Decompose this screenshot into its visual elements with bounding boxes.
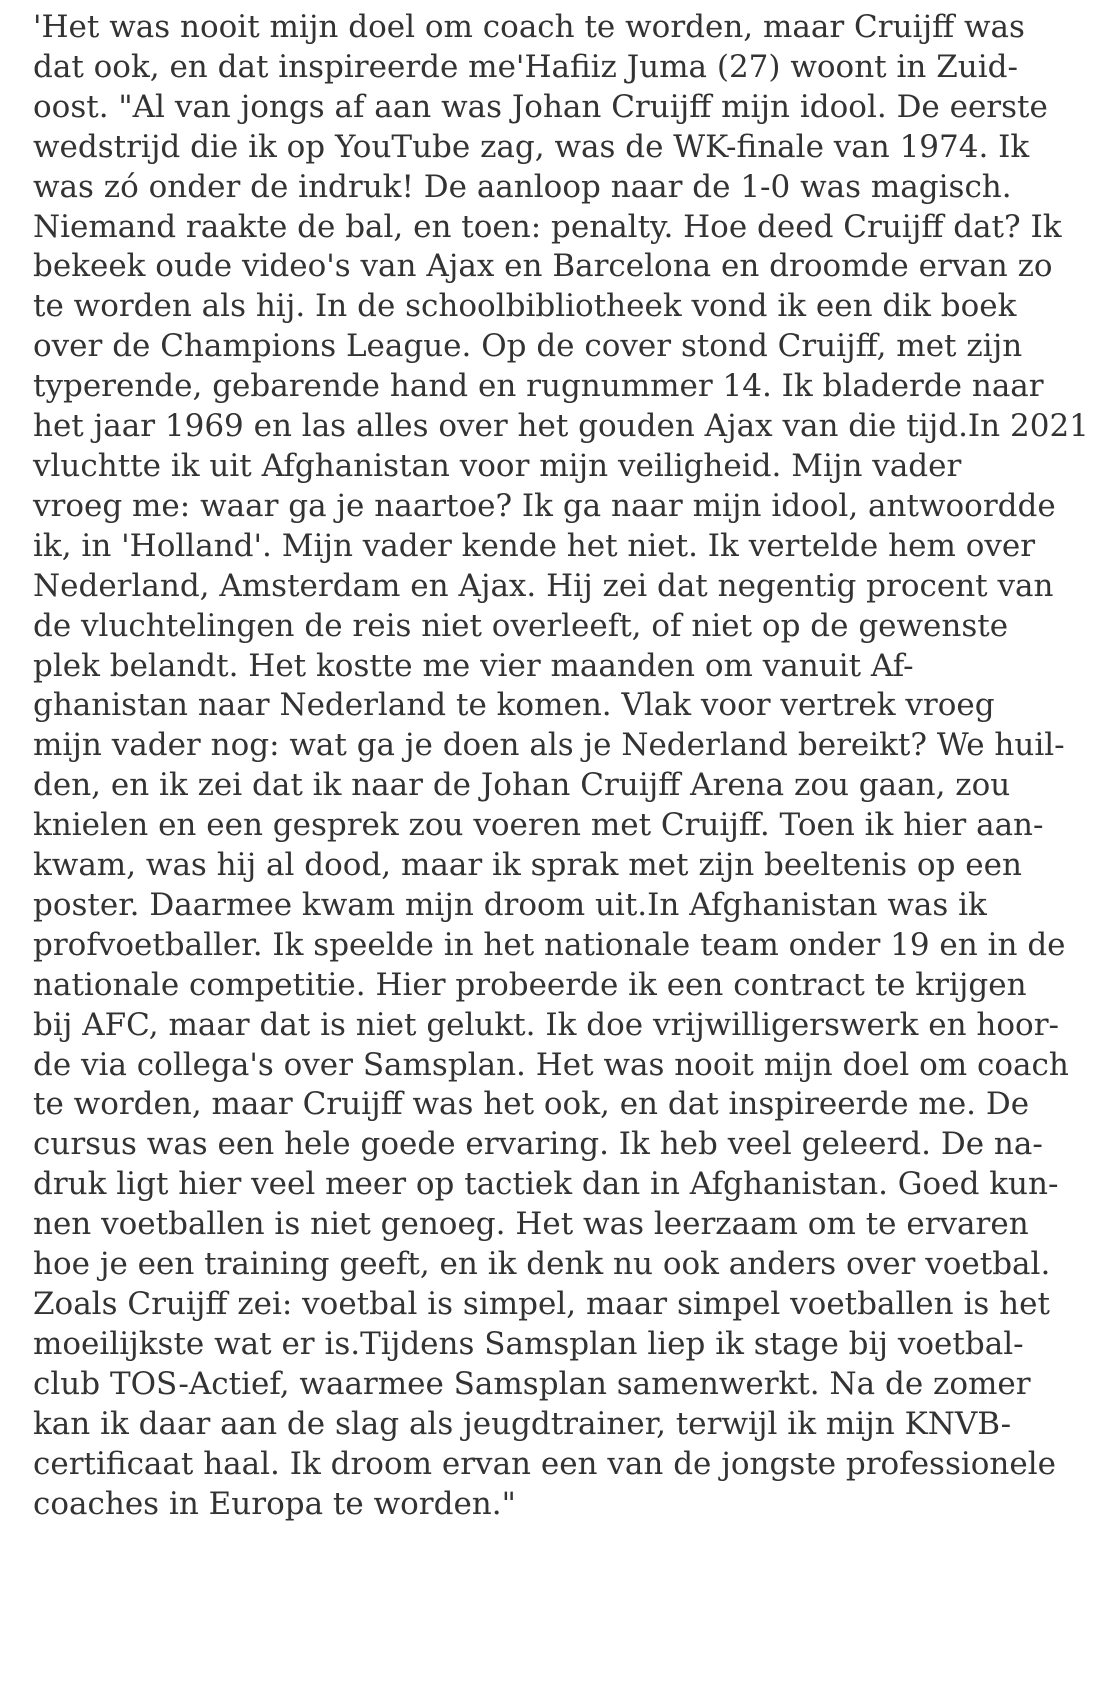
text-line: het jaar 1969 en las alles over het gouden Ajax van die tijd.In 2021: [33, 408, 1089, 445]
text-line: hoe je een training geeft, en ik denk nu ook anders over voetbal.: [33, 1246, 1051, 1283]
text-line: oost. "Al van jongs af aan was Johan Cruijff mijn idool. De eerste: [33, 88, 1048, 125]
text-line: 'Het was nooit mijn doel om coach te worden, maar Cruijff was: [33, 9, 1025, 45]
text-line: poster. Daarmee kwam mijn droom uit.In Afghanistan was ik: [33, 886, 987, 923]
text-line: nationale competitie. Hier probeerde ik een contract te krijgen: [33, 966, 1027, 1003]
text-line: te worden, maar Cruijff was het ook, en dat inspireerde me. De: [33, 1086, 1030, 1123]
text-line: cursus was een hele goede ervaring. Ik heb veel geleerd. De na-: [33, 1126, 1043, 1163]
text-line: druk ligt hier veel meer op tactiek dan in Afghanistan. Goed kun-: [33, 1166, 1059, 1203]
text-line: over de Champions League. Op de cover stond Cruijff, met zijn: [33, 328, 1023, 365]
text-line: wedstrijd die ik op YouTube zag, was de WK-finale van 1974. Ik: [33, 128, 1030, 165]
text-line: kan ik daar aan de slag als jeugdtrainer, terwijl ik mijn KNVB-: [33, 1405, 1012, 1442]
text-line: kwam, was hij al dood, maar ik sprak met zijn beeltenis op een: [33, 847, 1022, 884]
text-line: coaches in Europa te worden.": [33, 1485, 516, 1522]
text-line: Zoals Cruijff zei: voetbal is simpel, maar simpel voetballen is het: [33, 1286, 1050, 1322]
text-line: bekeek oude video's van Ajax en Barcelona en droomde ervan zo: [33, 248, 1053, 285]
text-line: ik, in 'Holland'. Mijn vader kende het niet. Ik vertelde hem over: [33, 527, 1036, 564]
text-line: Nederland, Amsterdam en Ajax. Hij zei dat negentig procent van: [33, 567, 1054, 604]
text-line: de vluchtelingen de reis niet overleeft, of niet op de gewenste: [33, 607, 1009, 644]
text-line: nen voetballen is niet genoeg. Het was leerzaam om te ervaren: [33, 1206, 1029, 1243]
text-line: knielen en een gesprek zou voeren met Cruijff. Toen ik hier aan-: [33, 807, 1044, 844]
text-line: de via collega's over Samsplan. Het was nooit mijn doel om coach: [33, 1046, 1069, 1083]
text-line: mijn vader nog: wat ga je doen als je Nederland bereikt? We huil-: [33, 727, 1065, 764]
text-line: club TOS-Actief, waarmee Samsplan samenwerkt. Na de zomer: [33, 1365, 1031, 1402]
text-line: Niemand raakte de bal, en toen: penalty. Hoe deed Cruijff dat? Ik: [33, 208, 1062, 245]
text-line: typerende, gebarende hand en rugnummer 14. Ik bladerde naar: [33, 368, 1044, 405]
text-line: profvoetballer. Ik speelde in het nationale team onder 19 en in de: [33, 926, 1066, 963]
text-line: moeilijkste wat er is.Tijdens Samsplan liep ik stage bij voetbal-: [33, 1325, 1024, 1362]
text-line: vluchtte ik uit Afghanistan voor mijn veiligheid. Mijn vader: [33, 447, 962, 484]
text-line: ghanistan naar Nederland te komen. Vlak voor vertrek vroeg: [33, 687, 995, 724]
text-line: te worden als hij. In de schoolbibliotheek vond ik een dik boek: [33, 288, 1017, 325]
text-line: den, en ik zei dat ik naar de Johan Cruijff Arena zou gaan, zou: [33, 767, 1011, 804]
text-line: certificaat haal. Ik droom ervan een van de jongste professionele: [33, 1445, 1056, 1482]
text-line: was zó onder de indruk! De aanloop naar de 1-0 was magisch.: [33, 168, 1012, 205]
text-line: vroeg me: waar ga je naartoe? Ik ga naar mijn idool, antwoordde: [33, 487, 1056, 524]
text-line: dat ook, en dat inspireerde me'Hafiiz Juma (27) woont in Zuid-: [33, 48, 1018, 85]
text-line: bij AFC, maar dat is niet gelukt. Ik doe vrijwilligerswerk en hoor-: [33, 1006, 1059, 1043]
text-line: plek belandt. Het kostte me vier maanden om vanuit Af-: [33, 647, 914, 684]
article-body-text: [33, 8, 1089, 1524]
